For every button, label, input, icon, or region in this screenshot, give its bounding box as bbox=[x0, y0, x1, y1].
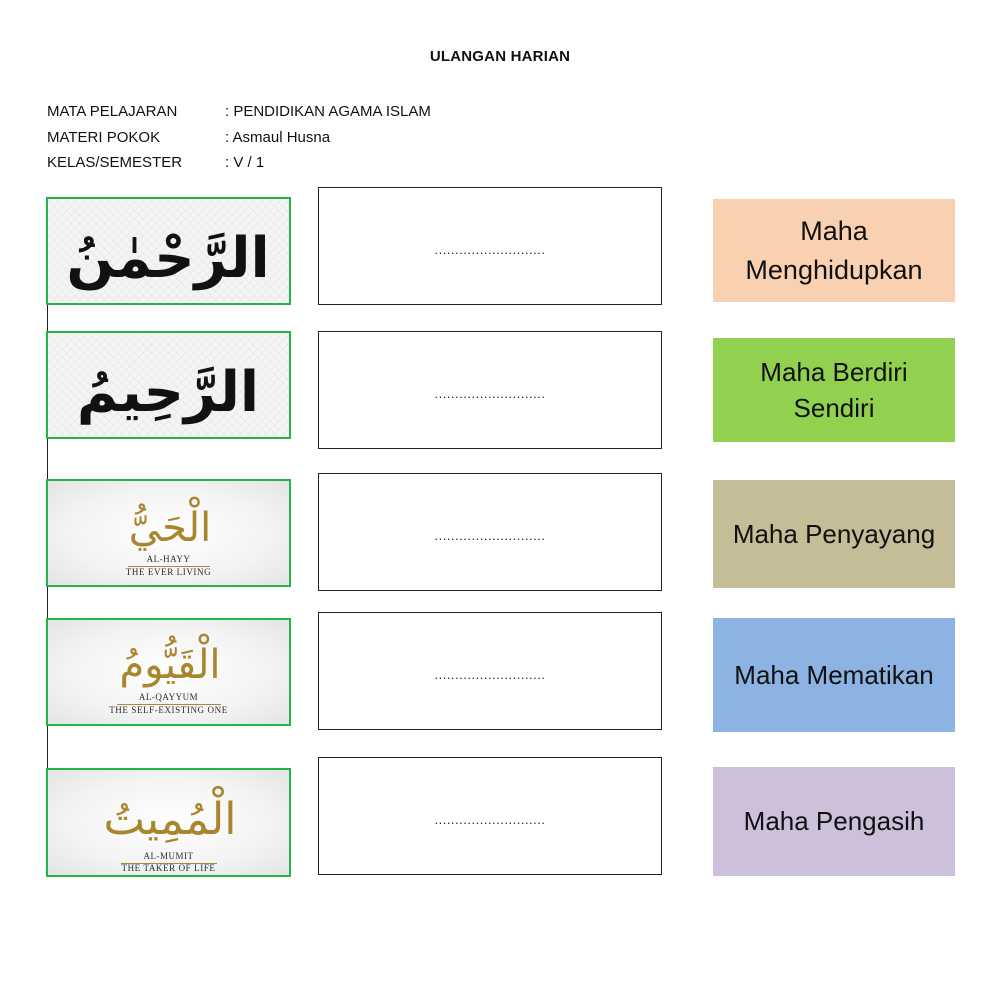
answer-placeholder: ........................... bbox=[434, 241, 546, 257]
name-caption: AL-QAYYUM bbox=[138, 692, 199, 702]
image-card-ar-rahim[interactable] bbox=[46, 331, 291, 439]
answer-placeholder: ........................... bbox=[434, 385, 546, 401]
meaning-caption: THE SELF-EXISTING ONE bbox=[109, 705, 228, 715]
page-title: ULANGAN HARIAN bbox=[429, 48, 571, 65]
answer-box[interactable] bbox=[318, 757, 662, 875]
answer-box[interactable] bbox=[318, 331, 662, 449]
answer-box[interactable] bbox=[318, 473, 662, 591]
name-caption: AL-MUMIT bbox=[143, 851, 194, 861]
connector-line bbox=[47, 587, 48, 619]
meaning-caption: THE EVER LIVING bbox=[125, 567, 212, 577]
meta-value: : PENDIDIKAN AGAMA ISLAM bbox=[225, 103, 431, 121]
meta-label: MATA PELAJARAN bbox=[47, 103, 178, 121]
meaning-text: Maha Penyayang bbox=[732, 518, 936, 549]
meaning-card-penyayang[interactable] bbox=[713, 480, 955, 588]
meta-value: : Asmaul Husna bbox=[225, 128, 331, 146]
meaning-caption: THE TAKER OF LIFE bbox=[121, 863, 216, 873]
ar-rahim-calligraphy-icon bbox=[48, 333, 291, 439]
meta-value: : V / 1 bbox=[225, 154, 265, 172]
meta-row-subject bbox=[47, 99, 431, 125]
meaning-text: Maha Berdiri Sendiri bbox=[760, 357, 908, 423]
image-card-al-mumit[interactable] bbox=[46, 768, 291, 877]
meaning-card-berdiri-sendiri[interactable] bbox=[713, 338, 955, 442]
meaning-card-menghidupkan[interactable] bbox=[713, 199, 955, 302]
arabic-text: الْحَيُّ bbox=[128, 505, 212, 551]
arabic-text: الرَّحِيمُ bbox=[76, 360, 260, 425]
name-caption: AL-HAYY bbox=[146, 554, 191, 564]
connector-line bbox=[47, 726, 48, 768]
connector-line bbox=[47, 438, 48, 479]
image-card-al-qayyum[interactable] bbox=[46, 618, 291, 726]
meta-row-topic bbox=[47, 125, 431, 151]
meaning-text: Maha Pengasih bbox=[743, 806, 925, 836]
answer-placeholder: ........................... bbox=[434, 527, 546, 543]
meta-label: MATERI POKOK bbox=[47, 128, 161, 146]
meaning-card-pengasih[interactable] bbox=[713, 767, 955, 876]
image-card-ar-rahman[interactable] bbox=[46, 197, 291, 305]
meaning-text: Maha Mematikan bbox=[734, 659, 934, 690]
meta-label: KELAS/SEMESTER bbox=[47, 154, 183, 172]
arabic-text: الْقَيُّومُ bbox=[119, 642, 221, 688]
ar-rahman-calligraphy-icon bbox=[48, 199, 291, 305]
answer-box[interactable] bbox=[318, 187, 662, 305]
answer-box[interactable] bbox=[318, 612, 662, 730]
arabic-text: الْمُمِيتُ bbox=[103, 794, 237, 845]
meaning-card-mematikan[interactable] bbox=[713, 618, 955, 732]
arabic-text: الرَّحْمٰنُ bbox=[66, 226, 270, 291]
connector-line bbox=[47, 304, 48, 331]
answer-placeholder: ........................... bbox=[434, 666, 546, 682]
header-info bbox=[47, 99, 431, 176]
answer-placeholder: ........................... bbox=[434, 811, 546, 827]
image-card-al-hayy[interactable] bbox=[46, 479, 291, 587]
meaning-text: Maha Menghidupkan bbox=[745, 215, 923, 285]
meta-row-class bbox=[47, 150, 431, 176]
